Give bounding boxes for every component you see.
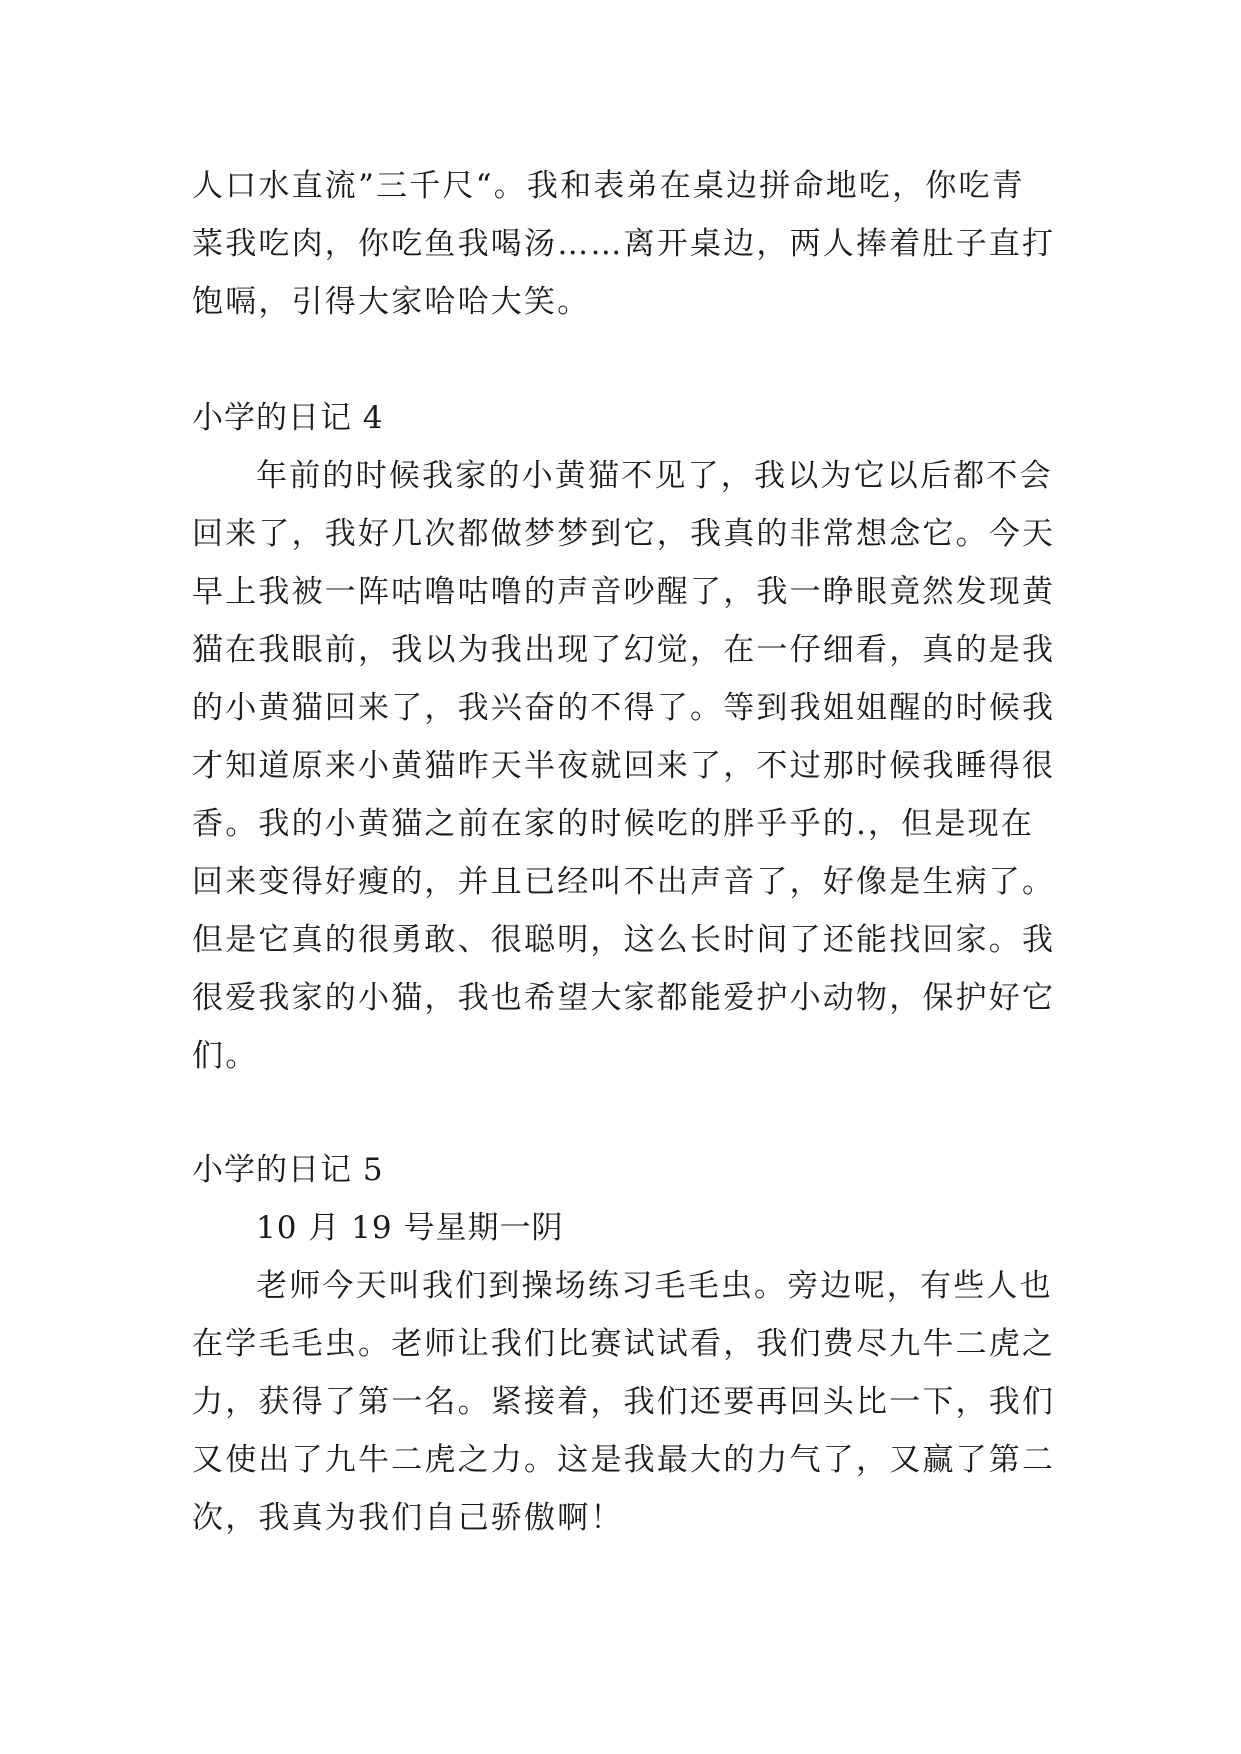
section-4-line-7: 香。我的小黄猫之前在家的时候吃的胖乎乎的.，但是现在 xyxy=(192,806,1035,842)
section-4-line-5: 的小黄猫回来了，我兴奋的不得了。等到我姐姐醒的时候我 xyxy=(192,690,1056,726)
section-4-line-9: 但是它真的很勇敢、很聪明，这么长时间了还能找回家。我 xyxy=(192,922,1056,958)
section-4-line-4: 猫在我眼前，我以为我出现了幻觉，在一仔细看，真的是我 xyxy=(192,632,1056,668)
section-5-line-5: 次，我真为我们自己骄傲啊！ xyxy=(192,1500,624,1536)
section-4-line-11: 们。 xyxy=(192,1038,259,1074)
intro-line-1: 人口水直流”三千尺“。我和表弟在桌边拼命地吃，你吃青 xyxy=(192,168,1025,204)
section-4-line-8: 回来变得好瘦的，并且已经叫不出声音了，好像是生病了。 xyxy=(192,864,1056,900)
section-4-title: 小学的日记 4 xyxy=(192,400,384,436)
section-5-title: 小学的日记 5 xyxy=(192,1152,384,1188)
section-4-line-1: 年前的时候我家的小黄猫不见了，我以为它以后都不会 xyxy=(256,458,1053,494)
section-4-line-10: 很爱我家的小猫，我也希望大家都能爱护小动物，保护好它 xyxy=(192,980,1056,1016)
section-5-line-4: 又使出了九牛二虎之力。这是我最大的力气了，又赢了第二 xyxy=(192,1442,1056,1478)
section-4-line-2: 回来了，我好几次都做梦梦到它，我真的非常想念它。今天 xyxy=(192,516,1056,552)
section-5-date-line: 10 月 19 号星期一阴 xyxy=(256,1210,564,1246)
intro-line-3: 饱嗝，引得大家哈哈大笑。 xyxy=(192,284,591,320)
intro-line-2: 菜我吃肉，你吃鱼我喝汤……离开桌边，两人捧着肚子直打 xyxy=(192,226,1056,262)
section-5-line-1: 老师今天叫我们到操场练习毛毛虫。旁边呢，有些人也 xyxy=(256,1268,1053,1304)
section-5-line-2: 在学毛毛虫。老师让我们比赛试试看，我们费尽九牛二虎之 xyxy=(192,1326,1056,1362)
section-4-line-6: 才知道原来小黄猫昨天半夜就回来了，不过那时候我睡得很 xyxy=(192,748,1056,784)
section-4-line-3: 早上我被一阵咕噜咕噜的声音吵醒了，我一睁眼竟然发现黄 xyxy=(192,574,1056,610)
section-5-line-3: 力，获得了第一名。紧接着，我们还要再回头比一下，我们 xyxy=(192,1384,1056,1420)
